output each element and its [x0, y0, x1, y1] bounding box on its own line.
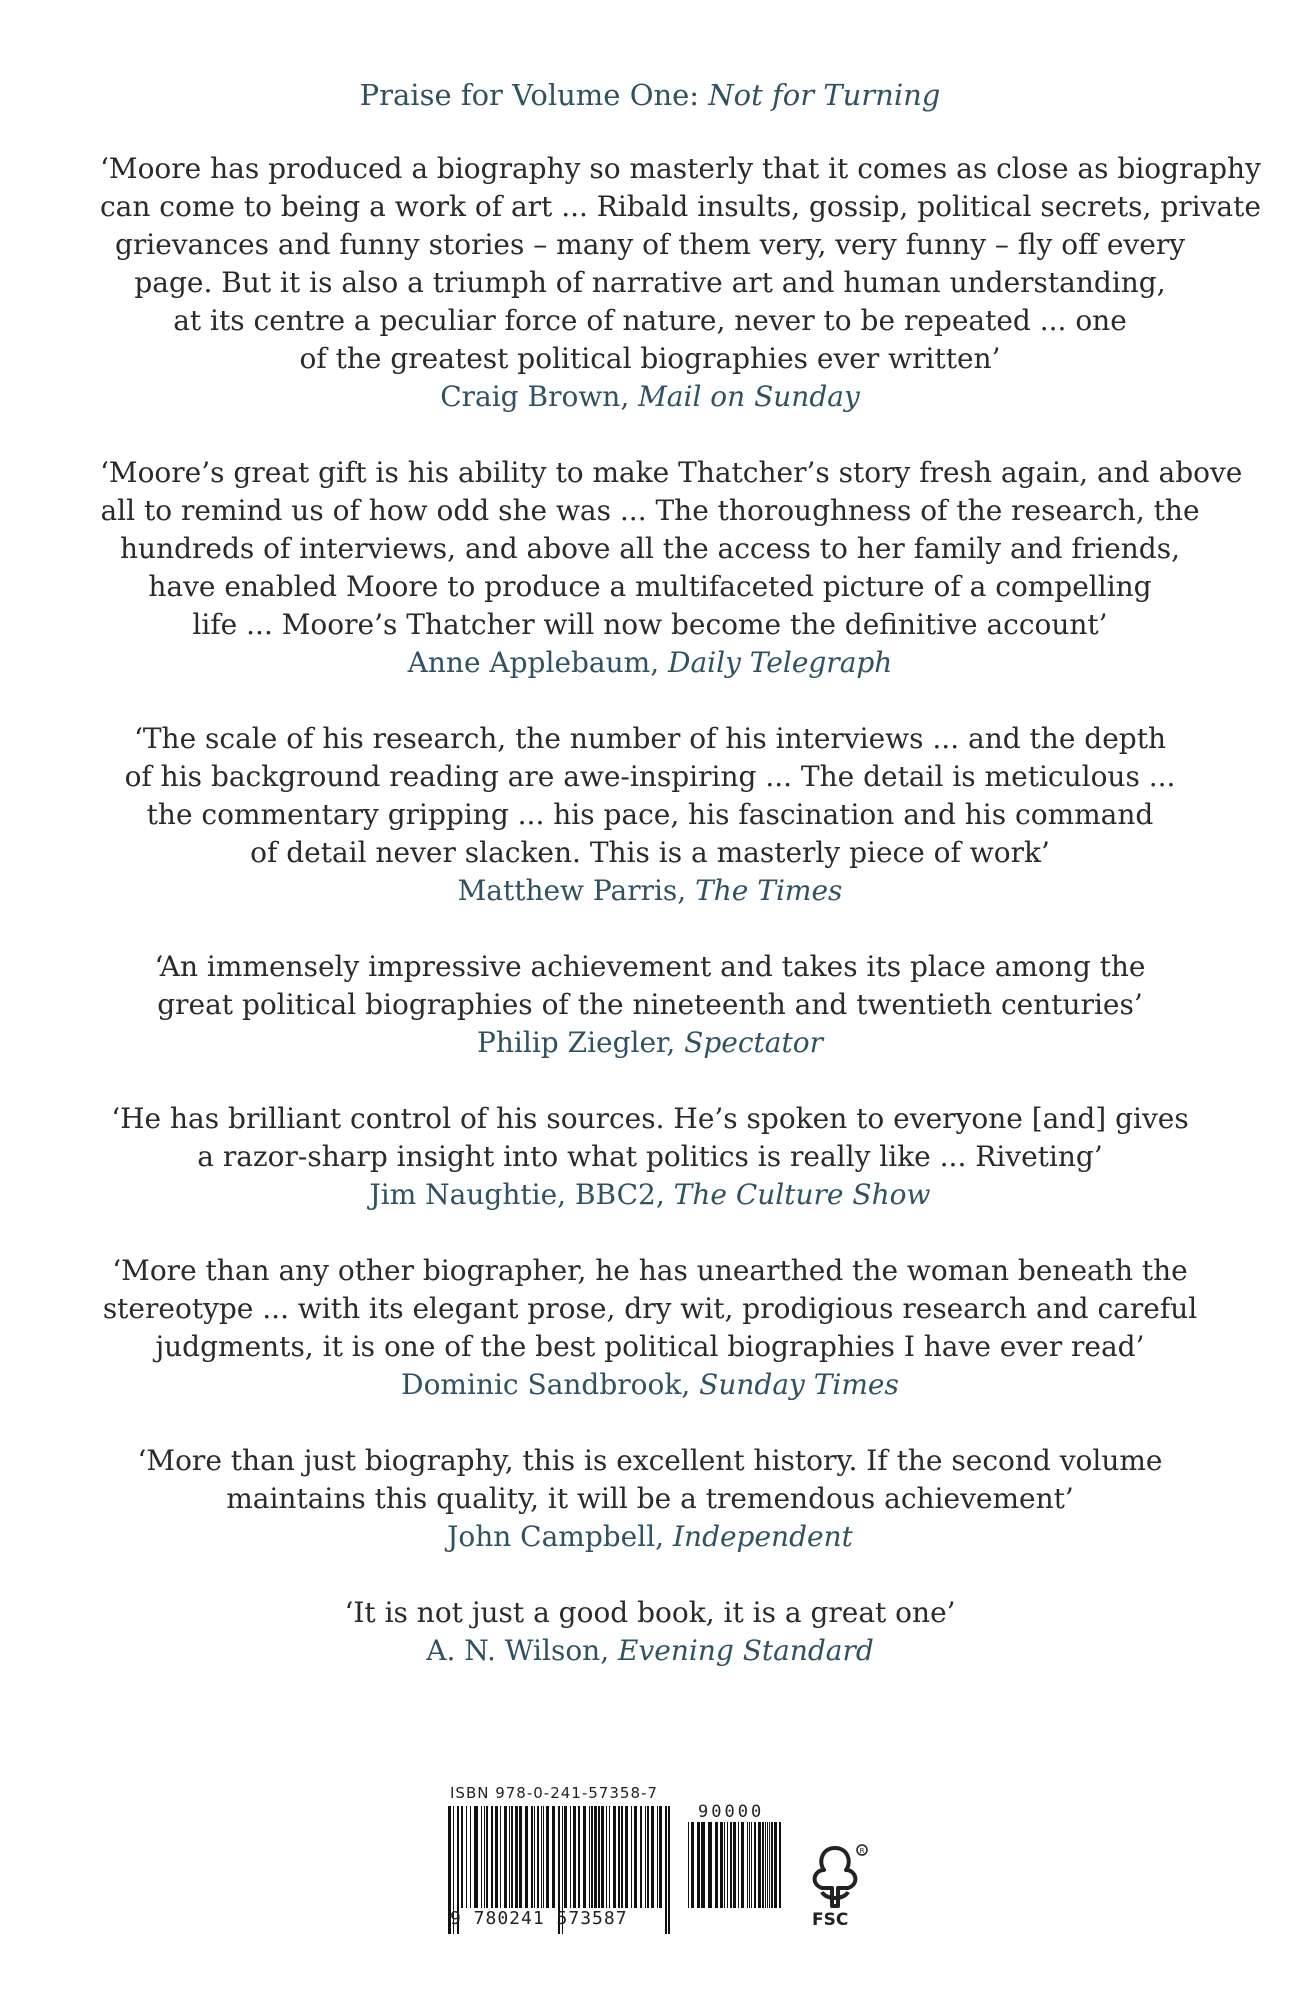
- review-quote: [100, 948, 1200, 1062]
- quote-author: Craig Brown,: [440, 380, 639, 413]
- barcode-bar: [634, 1806, 637, 1908]
- barcode-bar: [749, 1822, 750, 1908]
- barcode-bar: [758, 1822, 761, 1908]
- barcode-bar: [645, 1806, 646, 1908]
- barcode-bar: [727, 1822, 728, 1908]
- quote-attribution: [100, 1366, 1200, 1404]
- barcode-bar: [484, 1806, 485, 1908]
- review-quote: [100, 150, 1261, 416]
- barcode-bar: [618, 1806, 620, 1908]
- barcode-bar: [564, 1806, 567, 1908]
- quote-line: all to remind us of how odd she was ... The thoroughness of the research, the: [100, 494, 1200, 527]
- barcode-bar: [701, 1822, 705, 1908]
- barcode-bar: [591, 1806, 593, 1908]
- barcode-bar: [509, 1806, 510, 1908]
- quote-line: of his background reading are awe-inspiring ... The detail is meticulous ...: [124, 760, 1176, 793]
- review-quote: [100, 1442, 1200, 1556]
- quote-line: judgments, it is one of the best political biographies I have ever read’: [155, 1330, 1145, 1363]
- barcode-bar: [715, 1822, 718, 1908]
- svg-text:R: R: [859, 1847, 865, 1855]
- barcode-bar: [621, 1806, 623, 1908]
- quote-line: can come to being a work of art ... Ribald insults, gossip, political secrets, private: [100, 190, 1261, 223]
- quote-line: have enabled Moore to produce a multifaceted picture of a compelling: [148, 570, 1152, 603]
- quote-source: The Culture Show: [673, 1178, 931, 1211]
- quote-source: Evening Standard: [618, 1634, 874, 1667]
- barcode-bar: [767, 1822, 768, 1908]
- quote-line: life ... Moore’s Thatcher will now become the definitive account’: [192, 608, 1108, 641]
- review-quote: [100, 1594, 1200, 1670]
- barcode-bar: [601, 1806, 604, 1908]
- barcode-bar: [613, 1806, 616, 1908]
- praise-heading: [0, 76, 1300, 114]
- quote-line: ‘The scale of his research, the number of his interviews ... and the depth: [133, 722, 1167, 755]
- quote-author: Jim Naughtie, BBC2,: [369, 1178, 674, 1211]
- barcode-bar: [511, 1806, 513, 1908]
- barcode-bar: [741, 1822, 744, 1908]
- barcode-bar: [754, 1822, 756, 1908]
- barcode-bar: [594, 1806, 597, 1908]
- barcode-bar: [751, 1822, 752, 1908]
- barcode-bar: [688, 1822, 689, 1908]
- barcode-bar: [657, 1806, 658, 1908]
- barcode-bar: [733, 1822, 736, 1908]
- quote-line: at its centre a peculiar force of nature, never to be repeated ... one: [173, 304, 1127, 337]
- quote-line: a razor-sharp insight into what politics is really like ... Riveting’: [197, 1140, 1103, 1173]
- quote-author: Dominic Sandbrook,: [401, 1368, 700, 1401]
- barcode-bar: [515, 1806, 518, 1908]
- barcode-bar: [720, 1822, 723, 1908]
- barcode-bar: [651, 1806, 654, 1908]
- praise-heading-title: Not for Turning: [708, 78, 941, 112]
- quote-line: ‘More than any other biographer, he has unearthed the woman beneath the: [112, 1254, 1188, 1287]
- barcode-bar: [570, 1806, 571, 1908]
- barcode-bar: [779, 1822, 781, 1908]
- quote-author: Philip Ziegler,: [477, 1026, 685, 1059]
- barcode-bar: [665, 1806, 667, 1934]
- barcode-bar: [543, 1806, 544, 1908]
- barcode-bar: [541, 1806, 542, 1908]
- barcode-bar: [724, 1822, 725, 1908]
- quote-source: Independent: [672, 1520, 853, 1553]
- quote-line: ‘An immensely impressive achievement and takes its place among the: [154, 950, 1146, 983]
- barcode-bar: [583, 1806, 586, 1908]
- barcode-bar: [708, 1822, 712, 1908]
- quote-author: John Campbell,: [447, 1520, 673, 1553]
- barcode-bar: [525, 1806, 528, 1908]
- quote-line: maintains this quality, it will be a tremendous achievement’: [226, 1482, 1074, 1515]
- isbn-label: ISBN 978-0-241-57358-7: [450, 1784, 658, 1802]
- barcode-bar: [771, 1822, 773, 1908]
- quote-line: ‘He has brilliant control of his sources. He’s spoken to everyone [and] gives: [111, 1102, 1189, 1135]
- quote-source: Mail on Sunday: [638, 380, 860, 413]
- barcode-bar: [774, 1822, 777, 1908]
- barcode-bar: [625, 1806, 628, 1908]
- praise-heading-prefix: Praise for Volume One:: [359, 78, 709, 112]
- barcode-bar: [461, 1806, 463, 1908]
- quote-line: grievances and funny stories – many of them very, very funny – fly off every: [114, 228, 1186, 261]
- barcode-bar: [691, 1822, 694, 1908]
- quote-line: hundreds of interviews, and above all the access to her family and friends,: [120, 532, 1180, 565]
- quote-source: Sunday Times: [699, 1368, 899, 1401]
- barcode-bar: [481, 1806, 482, 1908]
- barcode-bar: [578, 1806, 580, 1908]
- review-quote: [100, 1252, 1200, 1404]
- barcode-bar: [474, 1806, 478, 1908]
- barcode-bar: [747, 1822, 748, 1908]
- barcode-bar: [589, 1806, 590, 1908]
- barcode-bar: [552, 1806, 555, 1908]
- barcode-addon: [686, 1822, 786, 1934]
- barcode-bar: [598, 1806, 600, 1908]
- barcode-bar: [730, 1822, 732, 1908]
- quote-line: the commentary gripping ... his pace, his fascination and his command: [146, 798, 1154, 831]
- quote-line: stereotype ... with its elegant prose, dry wit, prodigious research and careful: [102, 1292, 1198, 1325]
- barcode-bar: [573, 1806, 576, 1908]
- review-quote: [100, 720, 1200, 910]
- quote-author: A. N. Wilson,: [426, 1634, 619, 1667]
- barcode-bar: [631, 1806, 632, 1908]
- quote-line: of the greatest political biographies ever written’: [299, 342, 1001, 375]
- barcode-bar: [738, 1822, 739, 1908]
- barcode-bar: [470, 1806, 471, 1908]
- barcode-bar: [765, 1822, 766, 1908]
- barcode-bar: [519, 1806, 522, 1908]
- quote-source: Daily Telegraph: [668, 646, 893, 679]
- barcode-bar: [534, 1806, 535, 1908]
- quote-line: page. But it is also a triumph of narrative art and human understanding,: [134, 266, 1166, 299]
- barcode-bar: [491, 1806, 493, 1908]
- quote-source: The Times: [695, 874, 843, 907]
- barcode-bar: [640, 1806, 642, 1908]
- barcode-bar: [495, 1806, 498, 1908]
- quote-attribution: [100, 1518, 1200, 1556]
- barcode-bar: [531, 1806, 533, 1908]
- quote-line: of detail never slacken. This is a masterly piece of work’: [250, 836, 1050, 869]
- quote-attribution: [100, 644, 1200, 682]
- quote-line: ‘Moore has produced a biography so masterly that it comes as close as biography: [100, 152, 1261, 185]
- quote-source: Spectator: [684, 1026, 823, 1059]
- review-quote: [100, 1100, 1200, 1214]
- quote-attribution: [100, 1024, 1200, 1062]
- quote-line: ‘More than just biography, this is excellent history. If the second volume: [137, 1444, 1163, 1477]
- quote-attribution: [100, 1176, 1200, 1214]
- barcode-bar: [504, 1806, 507, 1908]
- barcode-bar: [609, 1806, 610, 1908]
- barcode-bar: [769, 1822, 770, 1908]
- barcode-bar: [500, 1806, 501, 1908]
- quote-attribution: [100, 1632, 1200, 1670]
- quote-attribution: [100, 872, 1200, 910]
- quote-attribution: [100, 378, 1200, 416]
- quote-line: great political biographies of the nineteenth and twentieth centuries’: [157, 988, 1143, 1021]
- quote-author: Anne Applebaum,: [407, 646, 669, 679]
- quote-author: Matthew Parris,: [457, 874, 696, 907]
- barcode-bar: [647, 1806, 649, 1908]
- quote-line: ‘Moore’s great gift is his ability to make Thatcher’s story fresh again, and above: [100, 456, 1243, 489]
- review-quotes: [100, 150, 1261, 1708]
- barcode-digits: 9 780241 573587: [450, 1908, 628, 1929]
- barcode-bar: [659, 1806, 662, 1908]
- review-quote: [100, 454, 1243, 682]
- barcode-bar: [466, 1806, 467, 1908]
- barcode-bar: [486, 1806, 488, 1908]
- barcode-bar: [697, 1822, 700, 1908]
- barcode-addon-digits: 90000: [698, 1802, 765, 1822]
- barcode-bar: [606, 1806, 607, 1908]
- quote-line: ‘It is not just a good book, it is a great one’: [344, 1596, 956, 1629]
- barcode-bar: [668, 1806, 670, 1934]
- barcode-bar: [762, 1822, 764, 1908]
- barcode-bar: [537, 1806, 539, 1908]
- barcode-bar: [546, 1806, 549, 1908]
- fsc-label: FSC: [812, 1910, 849, 1930]
